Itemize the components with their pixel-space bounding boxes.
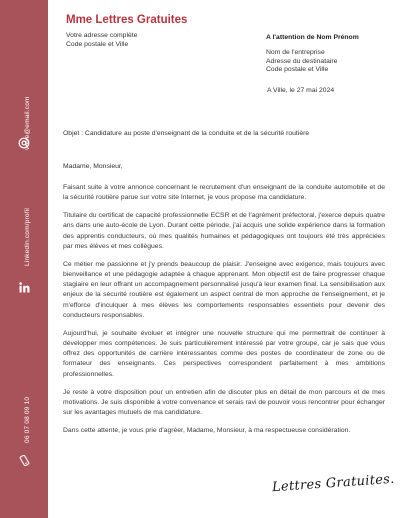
letter-paragraph: Ce métier me passionne et j'y prends beaucoup de plaisir. J'enseigne avec exigence, mais toujours avec bienveillance et une pédagogie adaptée à chaque apprenant. Mon objectif est de faire progresser chaque stagiaire en leur offrant un accompagnement personnalisé jusqu'à leur examen final. La sensibilisation aux enjeux de la sécurité routière est également un aspect central de mon approche de l'enseignement, et je m'efforce d'inculquer à mes élèves les comportements responsables essentiels pour devenir des conducteurs responsables. (63, 260, 385, 319)
recipient-block (266, 34, 394, 75)
sidebar-email[interactable]: votre@email.com (24, 96, 31, 150)
recipient-address: Adresse du destinataire (266, 57, 338, 65)
letter-subject: Objet : Candidature au poste d'enseignant de la conduite et de la sécurité routière (63, 130, 310, 137)
recipient-attention: A l'attention de Nom Prénom (266, 34, 359, 41)
sender-address: Votre adresse complète (66, 32, 138, 39)
phone-icon (17, 453, 31, 467)
place-date: A Ville, le 27 mai 2024 (267, 87, 335, 94)
sidebar-phone[interactable]: 06 07 08 09 10 (24, 396, 31, 443)
letter-body (63, 129, 385, 444)
sidebar (0, 0, 48, 518)
sidebar-linkedin[interactable]: Linkedin.com/profil (24, 208, 31, 266)
letter-salutation: Madame, Monsieur, (63, 163, 123, 170)
recipient-city: Code postale et Ville (266, 66, 329, 74)
sender-name: Mme Lettres Gratuites (66, 14, 188, 26)
letter-paragraph: Je reste à votre disposition pour un entretien afin de discuter plus en détail de mon parcours et de mes motivations. Je suis disponible à votre convenance et serais ravi de pouvoir vous rencontrer pour échanger sur les avantages mutuels de ma candidature. (63, 388, 385, 416)
letter-paragraph: Faisant suite à votre annonce concernant le recrutement d'un enseignant de la conduite automobile et de la sécurité routière parue sur votre site Internet, je vous propose ma candidature. (63, 184, 385, 202)
letter-paragraph: Aujourd'hui, je souhaite évoluer et intégrer une nouvelle structure qui me permettrait de continuer à développer mes compétences. Je suis particulièrement intéressé par votre groupe, car je sais que vous offrez des opportunités de carrière intéressantes comme des postes de coordinateur de zone ou de formateur des enseignants. Ces perspectives correspondent parfaitement à mes ambitions professionnelles. (63, 329, 385, 378)
letter-paragraph: Titulaire du certificat de capacité professionnelle ECSR et de l'agrément préfectoral, j'exerce depuis quatre ans dans une auto-école de Lyon. Durant cette période, j'ai acquis une solide expérience dans la formation des apprentis conducteurs, où mes qualités humaines et pédagogiques ont toujours été très appréciées par mes élèves et mes collègues. (63, 212, 385, 250)
signature: Lettres Gratuites. (271, 471, 396, 496)
linkedin-icon (17, 280, 31, 294)
sender-block (66, 14, 246, 49)
sender-city: Code postale et Ville (66, 41, 129, 48)
recipient-company: Nom de l'entreprise (266, 49, 325, 56)
letter-paragraph: Dans cette attente, je vous prie d'agréer, Madame, Monsieur, à ma respectueuse considération. (63, 427, 351, 435)
